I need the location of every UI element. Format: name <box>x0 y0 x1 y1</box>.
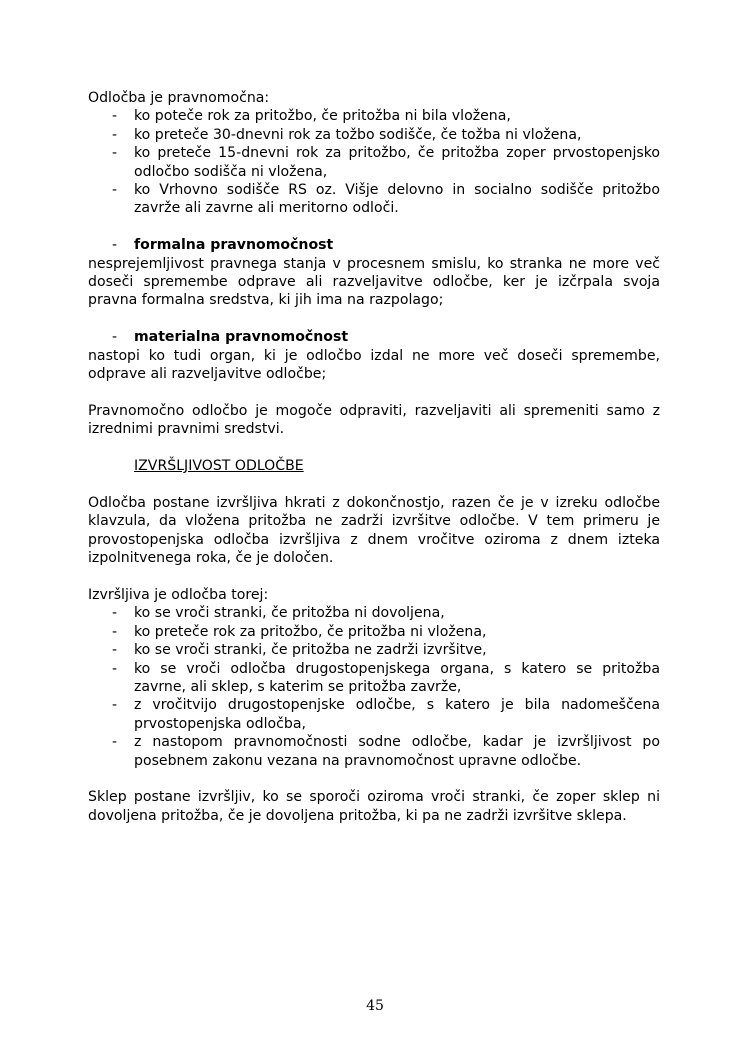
list-item: - ko Vrhovno sodišče RS oz. Višje delovno in socialno sodišče pritožbo zavrže ali zavrne ali meritorno odloči. <box>112 182 660 217</box>
dash-bullet: - <box>112 660 118 677</box>
list-item: - ko preteče 15-dnevni rok za pritožbo, če pritožba zoper prvostopenjsko odločbo sodišča ni vložena, <box>112 145 660 180</box>
material-finality-heading: - materialna pravnomočnost <box>112 329 349 346</box>
material-finality-text: nastopi ko tudi organ, ki je odločbo izdal ne more več doseči spremembe, odprave ali razveljavitve odločbe; <box>88 347 660 383</box>
dash-bullet: - <box>112 108 118 125</box>
page-number: 45 <box>366 998 384 1014</box>
dash-bullet: - <box>112 623 118 640</box>
finality-conditions-list <box>88 107 660 217</box>
list-item: - z vročitvijo drugostopenjske odločbe, s katero je bila nadomeščena prvostopenjska odločba, <box>112 697 660 732</box>
list-item: - ko poteče rok za pritožbo, če pritožba ni bila vložena, <box>112 108 511 125</box>
formal-finality-text: nesprejemljivost pravnega stanja v procesnem smislu, ko stranka ne more več doseči spremembe odprave ali razveljavitve odločbe, ker je izčrpala svoja pravna formalna sredstva, ki jih ima na razpolago; <box>88 255 660 309</box>
dash-bullet: - <box>112 145 118 162</box>
list-item: - ko preteče rok za pritožbo, če pritožba ni vložena, <box>112 623 487 640</box>
list-item: - z nastopom pravnomočnosti sodne odločbe, kadar je izvršljivost po posebnem zakonu vezana na pravnomočnost upravne odločbe. <box>112 734 660 769</box>
document-page <box>88 89 660 825</box>
intro-line: Odločba je pravnomočna: <box>88 90 270 106</box>
dash-bullet: - <box>112 329 118 346</box>
formal-finality-heading: - formalna pravnomočnost <box>112 237 334 254</box>
section-title-enforceability: IZVRŠLJIVOST ODLOČBE <box>134 458 304 475</box>
dash-bullet: - <box>112 734 118 751</box>
list-item: - ko preteče 30-dnevni rok za tožbo sodišče, če tožba ni vložena, <box>112 126 582 143</box>
enforceability-paragraph: Odločba postane izvršljiva hkrati z dokončnostjo, razen če je v izreku odločbe klavzula, da vložena pritožba ne zadrži izvršitve odločbe. V tem primeru je provostopenjska odločba izvršljiva z dnem vročitve oziroma z dnem izteka izpolnitvenega roka, če je določen. <box>88 494 660 567</box>
dash-bullet: - <box>112 642 118 659</box>
list-item: - ko se vroči stranki, če pritožba ni dovoljena, <box>112 605 445 622</box>
dash-bullet: - <box>112 237 118 254</box>
extraordinary-remedies-paragraph: Pravnomočno odločbo je mogoče odpraviti, razveljaviti ali spremeniti samo z izrednimi pravnimi sredstvi. <box>88 402 660 438</box>
dash-bullet: - <box>112 182 118 199</box>
closing-paragraph: Sklep postane izvršljiv, ko se sporoči oziroma vroči stranki, če zoper sklep ni dovoljena pritožba, če je dovoljena pritožba, ki pa ne zadrži izvršitve sklepa. <box>88 789 660 824</box>
dash-bullet: - <box>112 697 118 714</box>
enforceability-intro: Izvršljiva je odločba torej: <box>88 586 269 603</box>
enforceability-conditions-list <box>88 604 660 770</box>
list-item: - ko se vroči odločba drugostopenjskega organa, s katero se pritožba zavrne, ali sklep, s katerim se pritožba zavrže, <box>112 660 660 695</box>
list-item: - ko se vroči stranki, če pritožba ne zadrži izvršitve, <box>112 642 487 659</box>
dash-bullet: - <box>112 605 118 622</box>
dash-bullet: - <box>112 126 118 143</box>
